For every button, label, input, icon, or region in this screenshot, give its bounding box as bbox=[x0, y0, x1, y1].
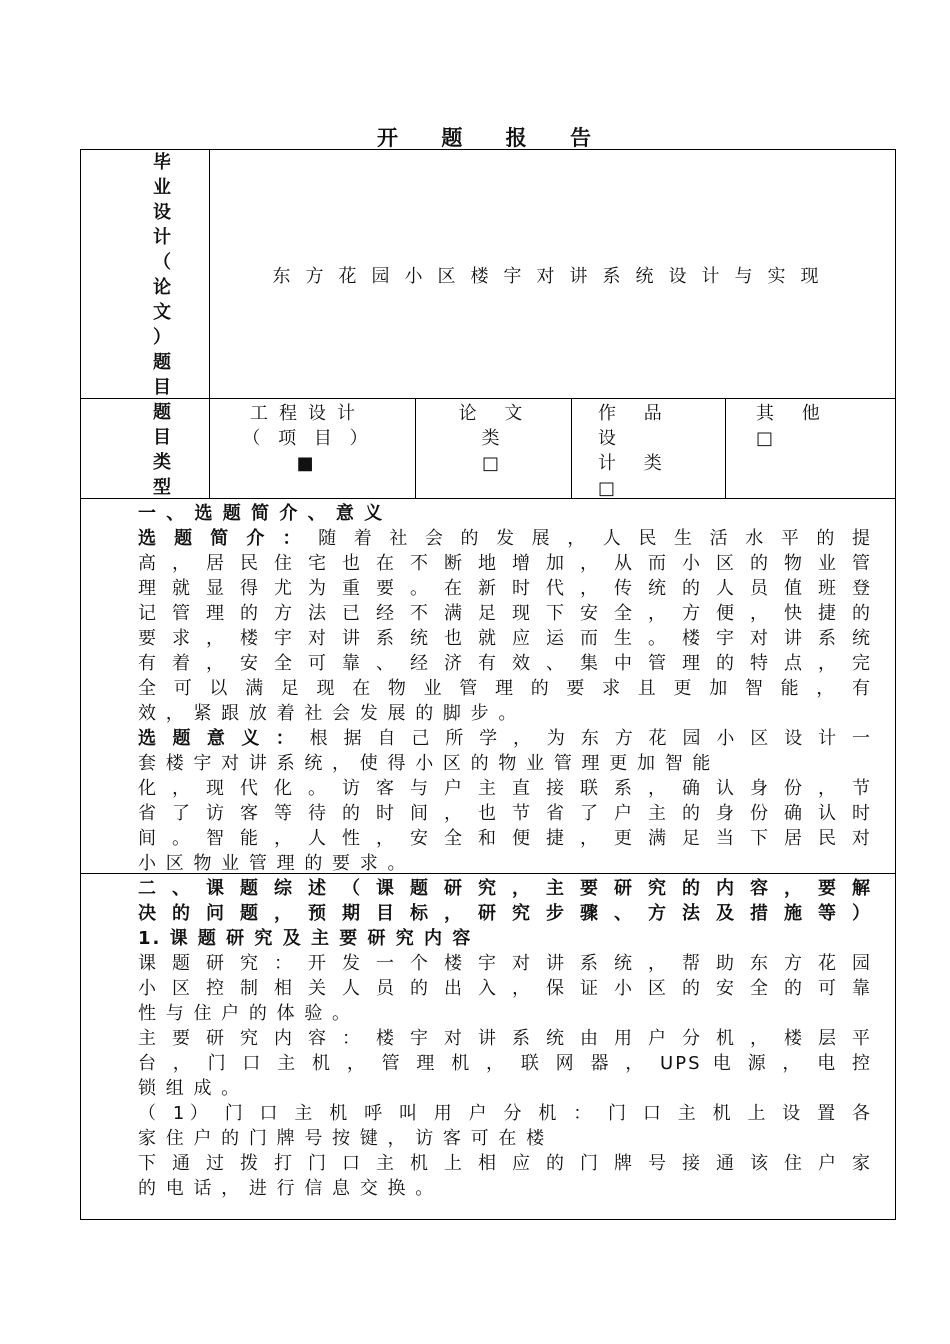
type-divider-2 bbox=[571, 398, 572, 498]
label-char: 论 bbox=[153, 277, 171, 298]
section-intro bbox=[138, 501, 872, 876]
type-divider-3 bbox=[725, 398, 726, 498]
text-line: 1. 课 题 研 究 及 主 要 研 究 内 容 bbox=[138, 928, 473, 949]
type-option-line: 工程设计 bbox=[250, 403, 366, 424]
type-option-line: （ 项 目 ） ■ bbox=[242, 428, 374, 474]
text-line: 高 ， 居 民 住 宅 也 在 不 断 地 增 加 ， 从 而 小 区 的 物 业 管 bbox=[138, 553, 872, 574]
text-line: 台 ， 门 口 主 机 ， 管 理 机 ， 联 网 器 ， UPS 电 源 ， 电 控 bbox=[138, 1053, 872, 1074]
label-char: 目 bbox=[153, 427, 171, 448]
type-divider-1 bbox=[415, 398, 416, 498]
text-line: 效 ， 紧 跟 放 着 社 会 发 展 的 脚 步 。 bbox=[138, 703, 519, 724]
text-line: 间 。 智 能 ， 人 性 ， 安 全 和 便 捷 ， 更 满 足 当 下 居 民 对 bbox=[138, 828, 872, 849]
label-char: 目 bbox=[153, 377, 171, 398]
label-char: 题 bbox=[153, 352, 171, 373]
type-option-line: 论 文 类 bbox=[458, 403, 534, 449]
text-line: 决 的 问 题 ， 预 期 目 标 ， 研 究 步 骤 、 方 法 及 措 施 等 ） bbox=[138, 903, 872, 924]
text-line-lead: 选 题 意 义 ： bbox=[138, 728, 299, 749]
label-char: 计 bbox=[153, 227, 171, 248]
type-option-thesis bbox=[440, 401, 552, 476]
label-char: ） bbox=[153, 327, 171, 348]
text-line: 性 与 住 户 的 体 验 。 bbox=[138, 1003, 353, 1024]
text-line: 记 管 理 的 方 法 已 经 不 满 足 现 下 安 全 ， 方 便 ， 快 捷 的 bbox=[138, 603, 872, 624]
label-char: （ bbox=[153, 252, 171, 273]
topic-label bbox=[142, 150, 182, 400]
text-line: 选 题 简 介 ： 随 着 社 会 的 发 展 ， 人 民 生 活 水 平 的 提 bbox=[138, 528, 872, 549]
row-divider-1 bbox=[80, 398, 896, 399]
text-line: 有 着 ， 安 全 可 靠 、 经 济 有 效 、 集 中 管 理 的 特 点 ， 完 bbox=[138, 653, 872, 674]
type-option-line: 作 品 设 bbox=[598, 403, 673, 449]
label-char: 型 bbox=[153, 477, 171, 498]
text-line: 套 楼 宇 对 讲 系 统 ， 使 得 小 区 的 物 业 管 理 更 加 智 能 bbox=[138, 753, 713, 774]
type-label bbox=[142, 400, 182, 500]
text-line: 小 区 控 制 相 关 人 员 的 出 入 ， 保 证 小 区 的 安 全 的 可 靠 bbox=[138, 978, 872, 999]
type-option-line: 计 类 □ bbox=[598, 453, 673, 499]
text-line-lead: 选 题 简 介 ： bbox=[138, 528, 307, 549]
text-line: 家 住 户 的 门 牌 号 按 键 ， 访 客 可 在 楼 bbox=[138, 1128, 547, 1149]
page-title: 开 题 报 告 bbox=[377, 126, 609, 150]
text-line: 全 可 以 满 足 现 在 物 业 管 理 的 要 求 且 更 加 智 能 ， 有 bbox=[138, 678, 872, 699]
row-divider-2 bbox=[80, 498, 896, 499]
text-line: 要 求 ， 楼 宇 对 讲 系 统 也 就 应 运 而 生 。 楼 宇 对 讲 系 统 bbox=[138, 628, 872, 649]
label-column-divider bbox=[209, 149, 210, 499]
text-line: 课 题 研 究 ： 开 发 一 个 楼 宇 对 讲 系 统 ， 帮 助 东 方 花 园 bbox=[138, 953, 872, 974]
type-option-work bbox=[598, 401, 702, 501]
text-line: 二 、 课 题 综 述 （ 课 题 研 究 ， 主 要 研 究 的 内 容 ， 要 解 bbox=[138, 878, 872, 899]
label-char: 题 bbox=[153, 402, 171, 423]
label-char: 毕 bbox=[153, 152, 171, 173]
label-char: 类 bbox=[153, 452, 171, 473]
text-line: 小 区 物 业 管 理 的 要 求 。 bbox=[138, 853, 408, 874]
topic-title: 东方花园小区楼宇对讲系统设计与实现 bbox=[272, 266, 834, 287]
text-line: 主 要 研 究 内 容 ： 楼 宇 对 讲 系 统 由 用 户 分 机 ， 楼 层 平 bbox=[138, 1028, 872, 1049]
type-option-other bbox=[756, 401, 856, 451]
type-option-engineering bbox=[228, 401, 388, 476]
label-char: 文 bbox=[153, 302, 171, 323]
text-line: 一 、 选 题 简 介 、 意 义 bbox=[138, 503, 385, 524]
text-line: （ 1） 门 口 主 机 呼 叫 用 户 分 机 ： 门 口 主 机 上 设 置 各 bbox=[138, 1103, 872, 1124]
text-line: 下 通 过 拨 打 门 口 主 机 上 相 应 的 门 牌 号 接 通 该 住 户 家 bbox=[138, 1153, 872, 1174]
text-line: 的 电 话 ， 进 行 信 息 交 换 。 bbox=[138, 1178, 436, 1199]
label-char: 设 bbox=[153, 202, 171, 223]
text-line: 化 ， 现 代 化 。 访 客 与 户 主 直 接 联 系 ， 确 认 身 份 ， 节 bbox=[138, 778, 872, 799]
text-line: 理 就 显 得 尤 为 重 要 。 在 新 时 代 ， 传 统 的 人 员 值 班 登 bbox=[138, 578, 872, 599]
label-char: 业 bbox=[153, 177, 171, 198]
type-option-line: 其 他 □ bbox=[756, 403, 831, 449]
section-review bbox=[138, 876, 872, 1201]
type-option-line: □ bbox=[481, 453, 510, 474]
text-line: 选 题 意 义 ： 根 据 自 己 所 学 ， 为 东 方 花 园 小 区 设 计 一 bbox=[138, 728, 872, 749]
text-line: 省 了 访 客 等 待 的 时 间 ， 也 节 省 了 户 主 的 身 份 确 认 时 bbox=[138, 803, 872, 824]
text-line: 锁 组 成 。 bbox=[138, 1078, 242, 1099]
